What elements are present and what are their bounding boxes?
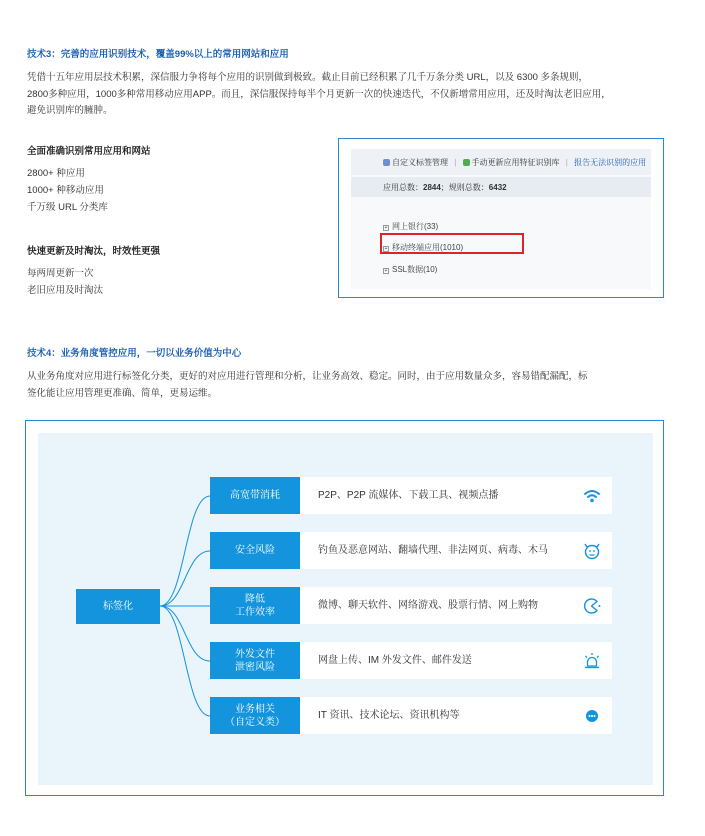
category-apps: 钓鱼及恶意网站、翻墙代理、非法网页、病毒、木马 [318, 545, 548, 556]
app-library-screenshot [338, 138, 664, 298]
highlight-box [380, 233, 524, 254]
update-icon [463, 159, 470, 166]
section3-paragraph [27, 70, 677, 120]
category-low-efficiency [210, 587, 300, 624]
subsection1-item-3: 千万级 URL 分类库 [27, 202, 108, 213]
category-label-line-1: 降低 [245, 593, 265, 605]
rule-total-value: 6432 [488, 183, 507, 192]
screenshot-stats [351, 177, 651, 197]
section3-para-line-2: 2800多种应用，1000多种常用移动应用APP。而且，深信服保持每半个月更新一次的快速迭代，不仅新增常用应用，还及时淘汰老旧应用， [27, 88, 611, 100]
expand-icon: + [384, 225, 388, 231]
section4-paragraph [27, 369, 677, 402]
section3-para-line-1: 凭借十五年应用层技术积累，深信服力争将每个应用的识别做到极致。截止目前已经积累了几千万条分类 URL，以及 6300 多条规则， [27, 72, 589, 83]
category-apps: 微博、聊天软件、网络游戏、股票行情、网上购物 [318, 600, 538, 611]
subsection1-item-2: 1000+ 种移动应用 [27, 185, 104, 196]
category-label-line-2: 泄密风险 [235, 661, 275, 673]
tree-item-label: SSL数据(10) [392, 265, 438, 274]
alarm-icon [582, 651, 602, 671]
subsection2-heading: 快速更新及时淘汰，时效性更强 [27, 246, 161, 257]
category-business-custom [210, 697, 300, 734]
category-label [225, 703, 285, 729]
subsection1-heading: 全面准确识别常用应用和网站 [27, 146, 151, 157]
screenshot-toolbar: 自定义标签管理 | 手动更新应用特征识别库 | 报告无法识别的应用 [351, 149, 651, 175]
category-data-leak [210, 642, 300, 679]
report-unknown-app-link[interactable]: 报告无法识别的应用 [574, 158, 647, 167]
category-label [235, 593, 275, 619]
section4-heading: 技术4：业务角度管控应用，一切以业务价值为中心 [27, 348, 242, 359]
manual-update-link[interactable]: 手动更新应用特征识别库 [471, 158, 560, 167]
subsection1-item-1: 2800+ 种应用 [27, 168, 85, 179]
category-row [300, 587, 612, 624]
app-total-value: 2844 [423, 183, 441, 192]
subsection2-item-1: 每两周更新一次 [27, 268, 94, 279]
section3-heading: 技术3：完善的应用识别技术，覆盖99%以上的常用网站和应用 [27, 49, 289, 60]
tagging-root-node: 标签化 [76, 589, 160, 624]
category-apps: P2P、P2P 流媒体、下载工具、视频点播 [318, 490, 499, 501]
category-row [300, 642, 612, 679]
chat-icon [582, 706, 602, 726]
tree-item-online-banking[interactable] [383, 221, 438, 232]
section3-para-line-3: 避免识别库的臃肿。 [27, 105, 113, 116]
rule-total-label: 规则总数： [448, 183, 489, 192]
pacman-icon [582, 596, 602, 616]
tree-item-label: 移动终端应用(1010) [392, 243, 464, 252]
section4-para-line-2: 签化能让应用管理更准确、简单，更易运维。 [27, 387, 218, 399]
bug-icon [582, 541, 602, 561]
section4-para-line-1: 从业务角度对应用进行标签化分类，更好的对应用进行管理和分析，让业务高效、稳定。同时，由于应用数量众多，容易错配漏配，标 [27, 371, 588, 382]
screenshot-panel [351, 149, 651, 289]
category-label: 高宽带消耗 [230, 490, 280, 501]
tag-icon [383, 159, 390, 166]
category-label-line-2: 工作效率 [235, 606, 275, 618]
category-label: 安全风险 [235, 545, 275, 556]
expand-icon: + [384, 246, 388, 252]
stats-separator: ； [440, 183, 449, 192]
category-row [300, 477, 612, 514]
category-label-line-2: （自定义类） [225, 716, 285, 728]
category-label [235, 648, 275, 674]
wifi-icon [582, 486, 602, 506]
category-security-risk [210, 532, 300, 569]
subsection2-item-2: 老旧应用及时淘汰 [27, 285, 104, 296]
category-label-line-1: 外发文件 [235, 648, 275, 660]
app-total-label: 应用总数： [383, 183, 423, 192]
tree-item-label: 网上银行(33) [392, 222, 439, 231]
category-row [300, 532, 612, 569]
custom-tag-link[interactable]: 自定义标签管理 [392, 158, 448, 167]
category-apps: IT 资讯、技术论坛、资讯机构等 [318, 710, 460, 721]
expand-icon: + [384, 268, 388, 274]
tree-item-ssl-data[interactable] [383, 264, 437, 275]
category-high-bandwidth [210, 477, 300, 514]
category-apps: 网盘上传、IM 外发文件、邮件发送 [318, 655, 472, 666]
category-row [300, 697, 612, 734]
category-label-line-1: 业务相关 [235, 703, 275, 715]
